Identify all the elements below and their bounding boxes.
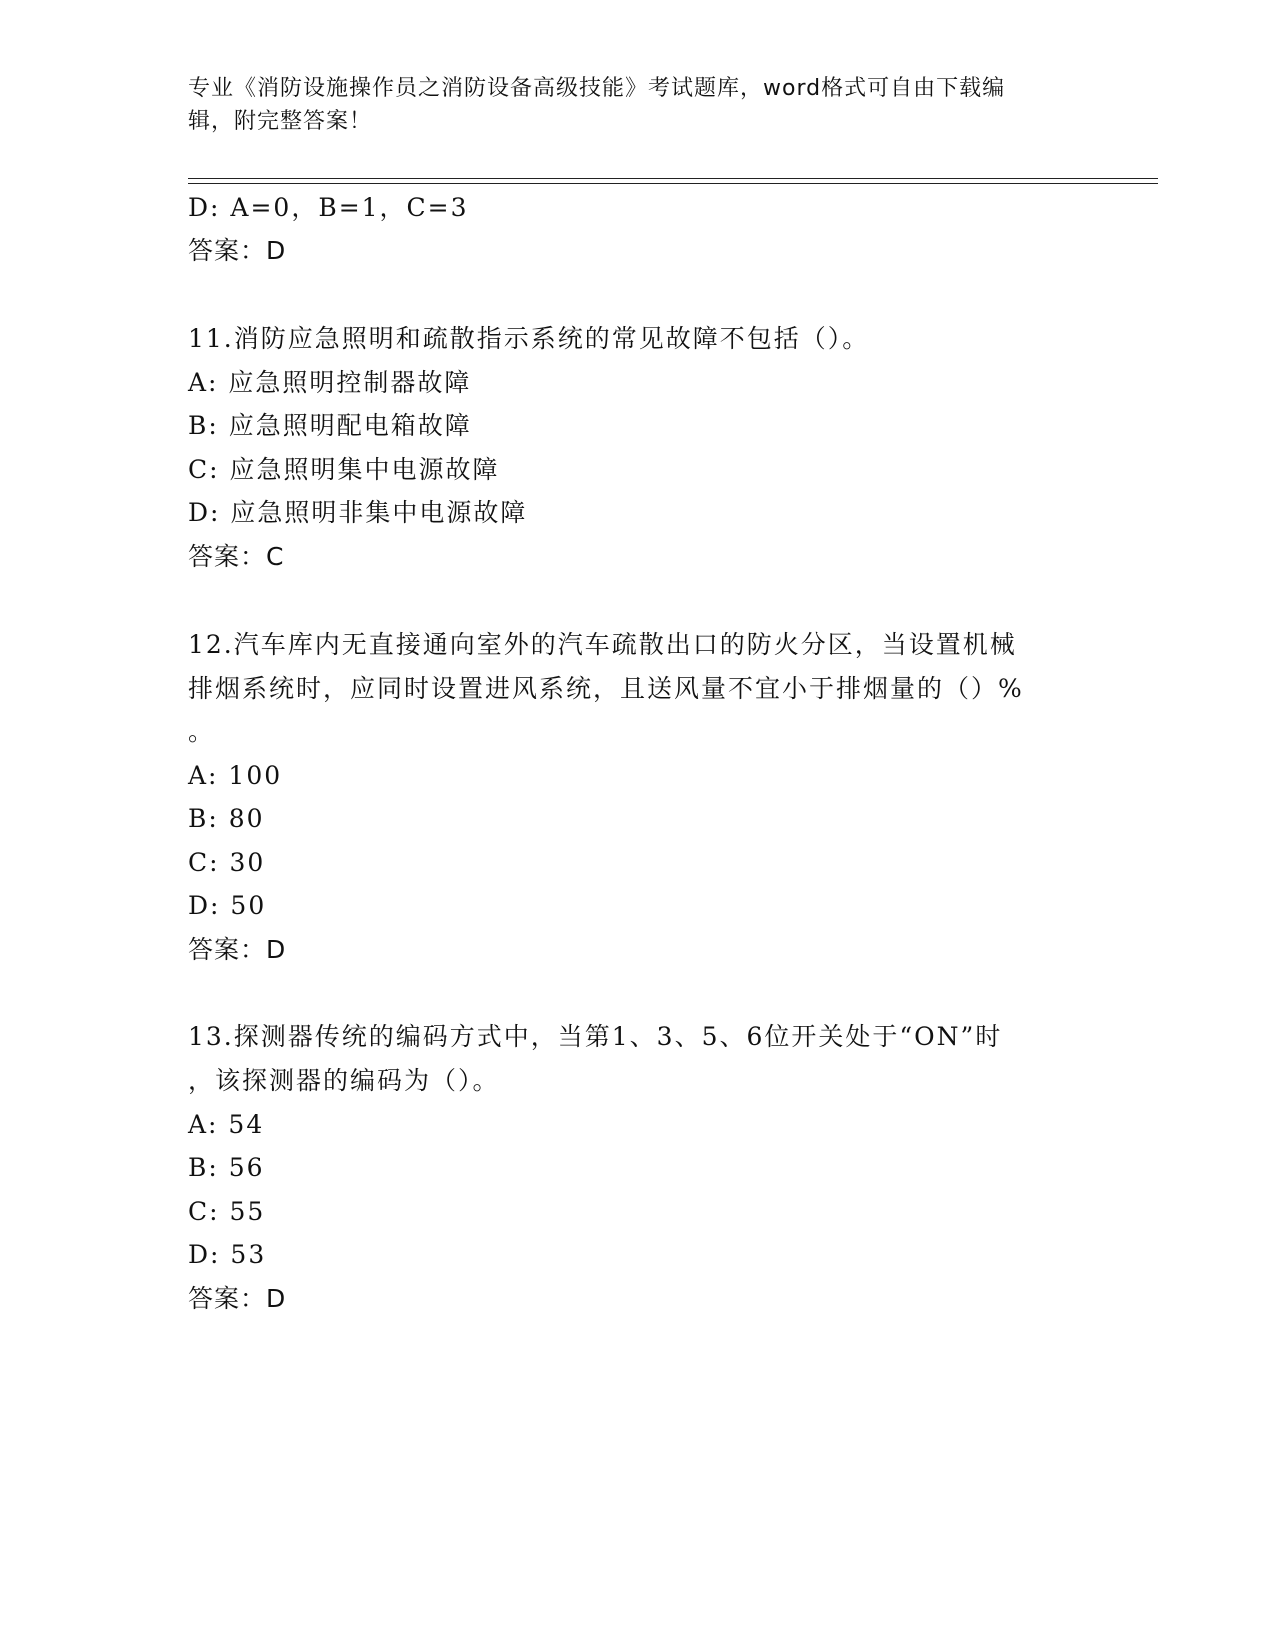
q13-option-d: D: 53 [188,1240,267,1269]
q11-stem: 11.消防应急照明和疏散指示系统的常见故障不包括（）。 [188,324,870,353]
header-line-1: 专业《消防设施操作员之消防设备高级技能》考试题库，word格式可自由下载编 [188,76,1006,101]
q11-option-c: C: 应急照明集中电源故障 [188,455,500,484]
q13-answer: 答案：D [188,1284,287,1313]
q11-answer: 答案：C [188,542,285,571]
q12-option-b: B: 80 [188,804,265,833]
q12-answer: 答案：D [188,935,287,964]
prev-option-d: D: A=0，B=1，C=3 [188,193,469,222]
header-divider-bottom [188,183,1158,184]
q11-option-a: A: 应急照明控制器故障 [188,368,472,397]
prev-answer: 答案：D [188,236,287,265]
q12-stem-line-3: 。 [188,717,216,746]
q12-stem-line-2: 排烟系统时，应同时设置进风系统，且送风量不宜小于排烟量的（）% [188,674,1024,703]
header-line-2: 辑，附完整答案！ [188,109,373,134]
document-header [188,72,1088,138]
q11-option-b: B: 应急照明配电箱故障 [188,411,472,440]
q13-stem-line-2: ，该探测器的编码为（）。 [188,1066,500,1095]
q13-option-a: A: 54 [188,1110,265,1139]
q12-option-a: A: 100 [188,761,283,790]
q13-option-c: C: 55 [188,1197,266,1226]
q13-option-b: B: 56 [188,1153,265,1182]
header-divider-top [188,178,1158,179]
q12-stem-line-1: 12.汽车库内无直接通向室外的汽车疏散出口的防火分区，当设置机械 [188,630,1017,659]
q13-stem-line-1: 13.探测器传统的编码方式中，当第1、3、5、6位开关处于“ON”时 [188,1022,1003,1051]
q12-option-c: C: 30 [188,848,266,877]
q12-option-d: D: 50 [188,891,267,920]
q11-option-d: D: 应急照明非集中电源故障 [188,498,528,527]
